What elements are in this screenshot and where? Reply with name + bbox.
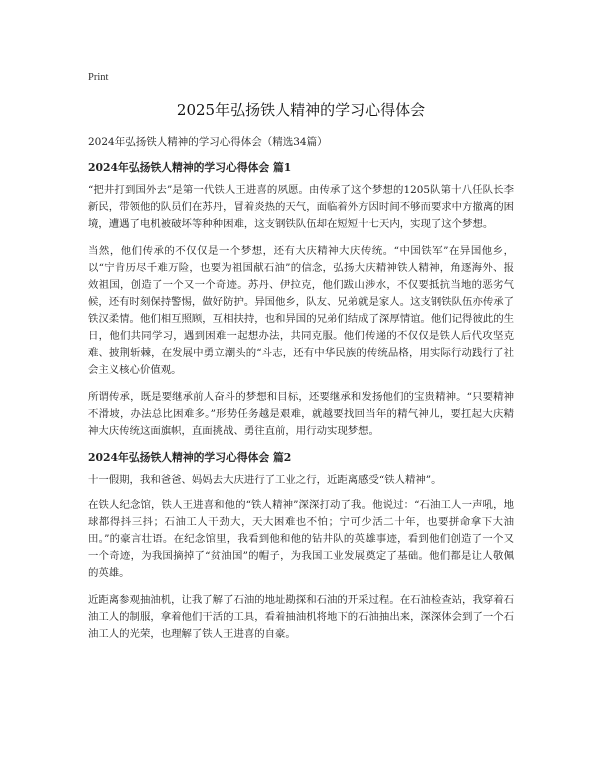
document-subtitle: 2024年弘扬铁人精神的学习心得体会（精选34篇） [88,136,328,148]
paragraph: 十一假期，我和爸爸、妈妈去大庆进行了工业之行，近距离感受“铁人精神”。 [88,474,442,486]
paragraph: 在铁人纪念馆，铁人王进喜和他的“铁人精神”深深打动了我。他说过：“石油工人一声吼，地球都得抖三抖；石油工人干劲大，天大困难也不怕；宁可少活二十年，也要拼命拿下大油田。”的豪言壮语。在纪念馆里，我看到他和他的钻井队的英雄事迹，看到他们创造了一个又一个奇迹，为我国摘掉了“贫油国”的帽子，为我国工业发展奠定了基础。他们都是让人敬佩的英雄。 [88,499,514,579]
paragraph: 所谓传承，既是要继承前人奋斗的梦想和目标，还要继承和发扬他们的宝贵精神。“只要精神不滑坡，办法总比困难多。”形势任务越是艰难，就越要找回当年的精气神儿，要扛起大庆精神大庆传统这面旗帜，直面挑战、勇往直前，用行动实现梦想。 [88,391,514,437]
page-title: 2025年弘扬铁人精神的学习心得体会 [176,101,426,119]
paragraph: 近距离参观抽油机，让我了解了石油的地址勘探和石油的开采过程。在石油检查站，我穿着石油工人的制服，拿着他们干活的工具，看着抽油机将地下的石油抽出来，深深体会到了一个石油工人的光荣，也理解了铁人王进喜的自豪。 [88,594,515,640]
paragraph: 当然，他们传承的不仅仅是一个梦想，还有大庆精神大庆传统。“中国铁军”在异国他乡，以“宁肯历尽千难万险，也要为祖国献石油”的信念，弘扬大庆精神铁人精神，角逐海外、报效祖国，创造了一个又一个奇迹。苏丹、伊拉克，他们跋山涉水，不仅要抵抗当地的恶劣气候，还有时刻保持警惕，做好防护。异国他乡，队友、兄弟就是家人。这支钢铁队伍亦传承了铁汉柔情。他们相互照顾，互相扶持，也和异国的兄弟们结成了深厚情谊。他们记得彼此的生日，他们共同学习，遇到困难一起想办法，共同克服。他们传递的不仅仅是铁人后代攻坚克难、披荆斩棘，在发展中勇立潮头的“斗志，还有中华民族的传统品格，用实际行动践行了社会主义核心价值观。 [88,245,515,376]
paragraph: “把井打到国外去”是第一代铁人王进喜的夙愿。由传承了这个梦想的1205队第十八任队长李新民，带领他的队员们在苏丹，冒着炎热的天气，面临着外方因时间不够而要求中方撤离的困境，遭遇了电机被破坏等种种困难，这支钢铁队伍却在短短十七天内，实现了这个梦想。 [88,184,515,230]
section-heading-1: 2024年弘扬铁人精神的学习心得体会 篇1 [88,161,292,174]
print-label: Print [88,72,109,83]
section-heading-2: 2024年弘扬铁人精神的学习心得体会 篇2 [88,451,292,464]
